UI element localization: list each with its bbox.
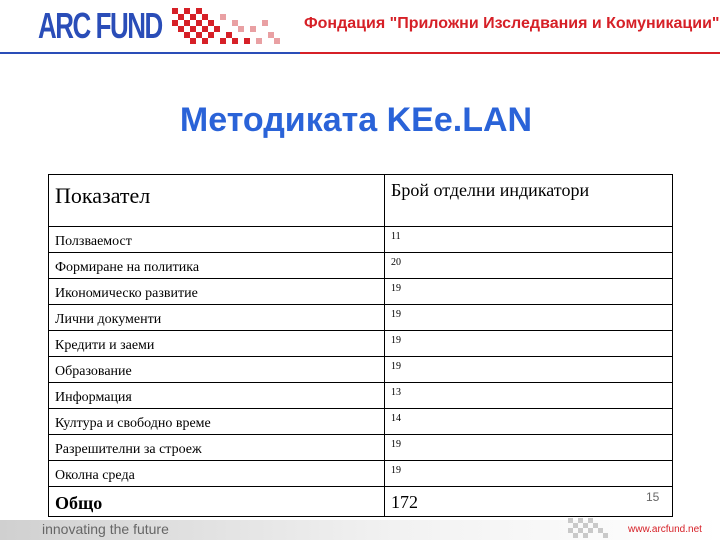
table-row [49, 331, 673, 357]
table-total-row [49, 487, 673, 517]
table-row [49, 383, 673, 409]
row-name: Образование [49, 357, 385, 383]
table-row [49, 253, 673, 279]
website-link[interactable]: www.arcfund.net [628, 524, 702, 535]
row-value: 19 [385, 331, 673, 357]
table-row [49, 227, 673, 253]
row-value: 19 [385, 461, 673, 487]
row-value: 19 [385, 357, 673, 383]
table-row [49, 279, 673, 305]
table-row [49, 461, 673, 487]
header-indicator: Показател [49, 175, 385, 227]
header-count: Брой отделни индикатори [385, 175, 673, 227]
table-row [49, 409, 673, 435]
row-value: 19 [385, 279, 673, 305]
table-header-row [49, 175, 673, 227]
row-name: Околна среда [49, 461, 385, 487]
row-name: Ползваемост [49, 227, 385, 253]
row-value: 20 [385, 253, 673, 279]
total-value: 172 [385, 487, 673, 517]
table-row [49, 305, 673, 331]
checker-pattern-icon [168, 4, 288, 50]
arc-fund-logo: ARC FUND [38, 5, 162, 46]
row-name: Икономическо развитие [49, 279, 385, 305]
row-name: Лични документи [49, 305, 385, 331]
row-value: 14 [385, 409, 673, 435]
table-row [49, 357, 673, 383]
footer-tagline: innovating the future [42, 521, 169, 537]
indicators-table [48, 174, 673, 517]
row-name: Култура и свободно време [49, 409, 385, 435]
page-number: 15 [646, 490, 660, 504]
footer-checker-icon [566, 516, 626, 540]
row-value: 11 [385, 227, 673, 253]
slide-title: Методиката KEe.LAN [179, 101, 533, 139]
total-label: Общо [49, 487, 385, 517]
organization-name: Фондация "Приложни Изследвания и Комуникации" [304, 15, 720, 32]
row-name: Кредити и заеми [49, 331, 385, 357]
row-value: 19 [385, 435, 673, 461]
table-row [49, 435, 673, 461]
row-value: 19 [385, 305, 673, 331]
header-divider-accent [300, 52, 720, 54]
row-value: 13 [385, 383, 673, 409]
row-name: Информация [49, 383, 385, 409]
row-name: Разрешителни за строеж [49, 435, 385, 461]
row-name: Формиране на политика [49, 253, 385, 279]
